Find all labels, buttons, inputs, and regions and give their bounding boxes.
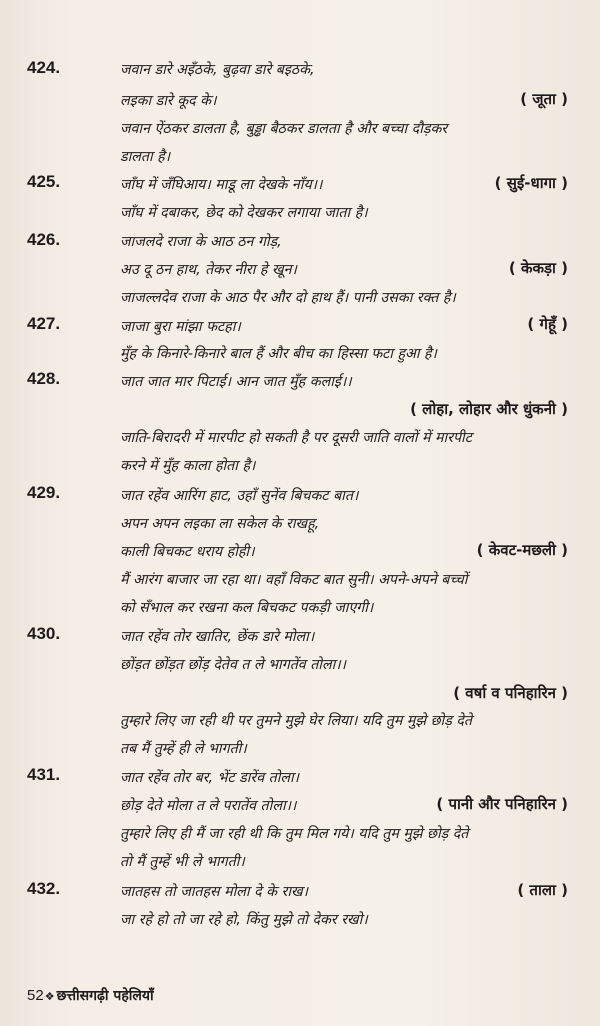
riddle-number: 431. [27, 765, 61, 784]
book-title: छत्तीसगढ़ी पहेलियाँ [56, 988, 154, 1004]
riddle-number: 425. [27, 172, 61, 191]
riddle-answer: ( जूता ) [520, 90, 568, 108]
riddle-meaning: जाति-बिरादरी में मारपीट हो सकती है पर दूसरी जाति वालों में मारपीट [120, 430, 472, 446]
riddle-answer: ( ताला ) [517, 881, 568, 899]
riddle-number: 426. [27, 230, 61, 249]
riddle-line: जात रहेंव तोर खातिर, छेंक डारे मोला। [120, 629, 315, 645]
riddle-line: जात रहेंव आरिंग हाट, उहाँ सुनेंव बिचकट बात। [120, 488, 359, 504]
riddle-number: 428. [27, 369, 61, 388]
riddle-number: 424. [27, 58, 61, 77]
riddle-meaning: तो मैं तुम्हें भी ले भागती। [120, 854, 245, 870]
riddle-meaning: जाँघ में दबाकर, छेद को देखकर लगाया जाता है। [120, 205, 368, 221]
riddle-line: जात रहेंव तोर बर, भेंट डारेंव तोला। [120, 770, 300, 786]
diamond-ornament-icon: ❖ [44, 990, 55, 1003]
riddle-line: जाँघ में जँघिआय। माडू ला देखके नाँय।। [120, 177, 323, 193]
riddle-line: लइका डारे कूद के। [120, 93, 217, 109]
riddle-meaning: तब मैं तुम्हें ही ले भागती। [120, 741, 247, 757]
page-footer [27, 986, 154, 1005]
riddle-answer: ( लोहा, लोहार और धुंकनी ) [410, 400, 568, 418]
riddle-answer: ( पानी और पनिहारिन ) [436, 795, 568, 813]
riddle-meaning: जवान ऐंठकर डालता है, बुड्ढा बैठकर डालता है और बच्चा दौड़कर [120, 121, 448, 137]
riddle-number: 430. [27, 624, 61, 643]
riddle-answer: ( सुई-धागा ) [494, 174, 568, 192]
riddle-meaning: को सँभाल कर रखना कल बिचकट पकड़ी जाएगी। [120, 600, 374, 616]
riddle-line: छोंड़त छोंड़त छोंड़ देतेव त ले भागतेंव तोला।। [120, 657, 347, 673]
riddle-answer: ( केकड़ा ) [508, 259, 568, 277]
riddle-line: जात जात मार पिटाई। आन जात मुँह कलाई।। [120, 374, 352, 390]
riddle-meaning: तुम्हारे लिए ही मैं जा रही थी कि तुम मिल गये। यदि तुम मुझे छोड़ देते [120, 826, 469, 842]
riddle-number: 432. [27, 879, 61, 898]
riddle-meaning: जा रहे हो तो जा रहे हो, किंतु मुझे तो देकर रखो। [120, 912, 368, 928]
riddle-line: काली बिचकट धराय होही। [120, 544, 255, 560]
riddle-meaning: करने में मुँह काला होता है। [120, 458, 256, 474]
riddle-number: 427. [27, 314, 61, 333]
riddle-line: जाजलदे राजा के आठ ठन गोड़, [120, 234, 282, 250]
riddle-answer: ( वर्षा व पनिहारिन ) [453, 684, 568, 702]
riddle-line: अपन अपन लइका ला सकेल के राखहू, [120, 516, 320, 532]
riddle-meaning: तुम्हारे लिए जा रही थी पर तुमने मुझे घेर लिया। यदि तुम मुझे छोड़ देते [120, 713, 472, 729]
page-number: 52 [27, 987, 44, 1004]
riddle-line: जाजा बुरा मांझा फटहा। [120, 319, 241, 335]
riddle-meaning: जाजल्लदेव राजा के आठ पैर और दो हाथ हैं। पानी उसका रक्त है। [120, 290, 456, 306]
riddle-meaning: डालता है। [120, 149, 171, 165]
riddle-line: छोड़ देते मोला त ले परातेंव तोला।। [120, 798, 297, 814]
riddle-line: जातहस तो जातहस मोला दे के राख। [120, 884, 308, 900]
riddle-line: जवान डारे अइँठके, बुढ़वा डारे बइठके, [120, 62, 315, 78]
riddle-number: 429. [27, 483, 61, 502]
riddle-line: अउ दू ठन हाथ, तेकर नीरा हे खून। [120, 262, 297, 278]
riddle-answer: ( केवट-मछली ) [476, 541, 568, 559]
riddle-meaning: मैं आरंग बाजार जा रहा था। वहाँ विकट बात सुनी। अपने-अपने बच्चों [120, 572, 468, 588]
riddle-answer: ( गेहूँ ) [527, 315, 568, 333]
riddle-meaning: मुँह के किनारे-किनारे बाल हैं और बीच का हिस्सा फटा हुआ है। [120, 346, 437, 362]
